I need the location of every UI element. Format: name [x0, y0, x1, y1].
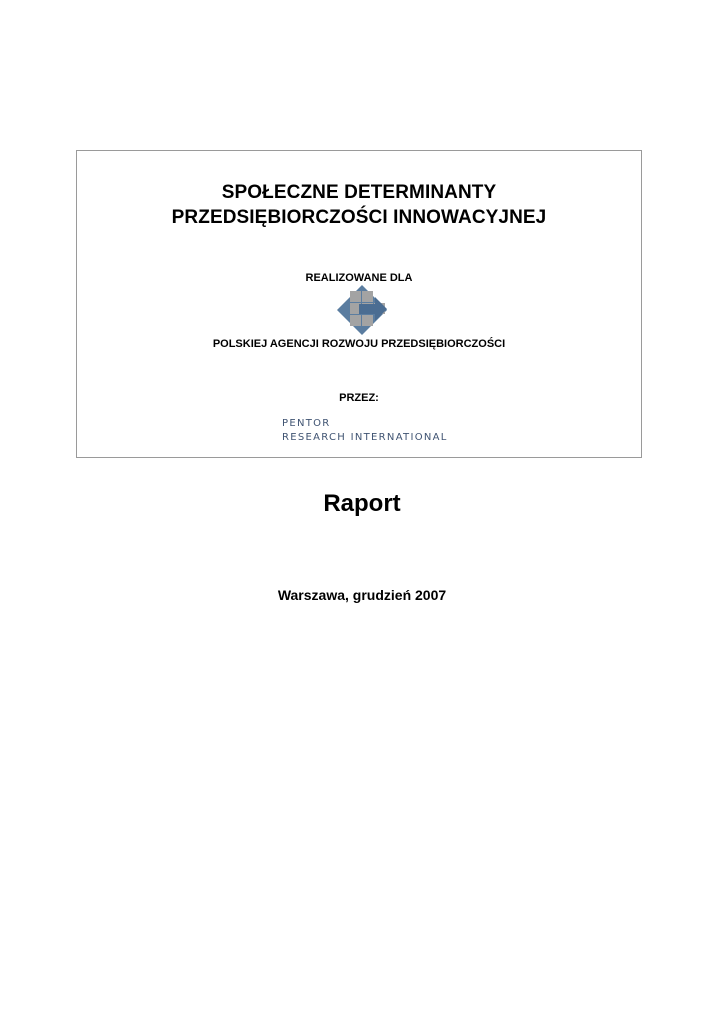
title-line-2: PRZEDSIĘBIORCZOŚCI INNOWACYJNEJ — [171, 207, 547, 228]
place-date: Warszawa, grudzień 2007 — [277, 587, 447, 603]
pentor-logo — [282, 417, 452, 447]
report-title: Raport — [323, 490, 401, 517]
client-name: POLSKIEJ AGENCJI ROZWOJU PRZEDSIĘBIORCZOŚCI — [212, 338, 506, 350]
pentor-logo-line1: PENTOR — [282, 418, 331, 429]
parp-logo-icon — [335, 283, 389, 337]
commissioned-for-label: REALIZOWANE DLA — [305, 272, 413, 284]
cover-title-box — [76, 150, 642, 458]
pentor-logo-line2: RESEARCH INTERNATIONAL — [282, 432, 448, 443]
title-line-1: SPOŁECZNE DETERMINANTY — [221, 182, 497, 203]
by-label: PRZEZ: — [339, 392, 379, 404]
